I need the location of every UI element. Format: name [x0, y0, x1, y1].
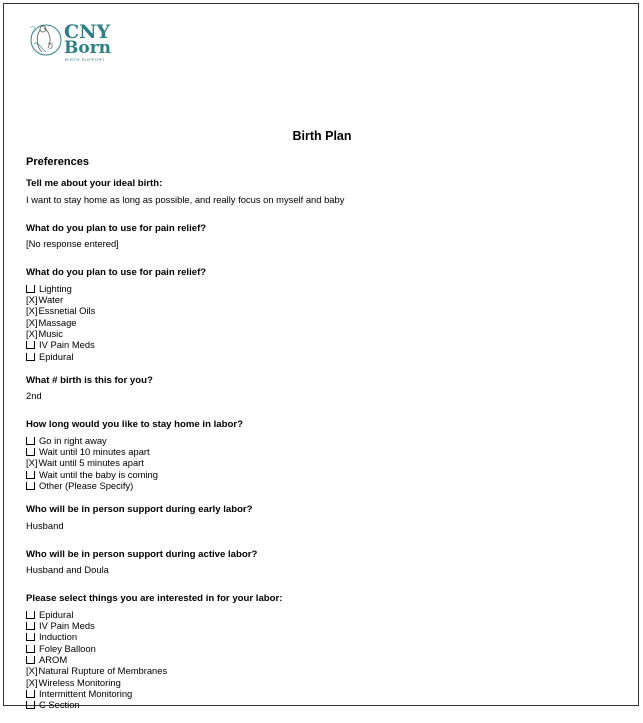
cny-born-logo: [26, 18, 121, 68]
question-label: What do you plan to use for pain relief?: [26, 222, 207, 234]
doula-illustration-icon: [26, 18, 66, 58]
unchecked-box-icon: [26, 437, 35, 445]
option-label: Induction: [39, 631, 78, 643]
option-item: [26, 457, 626, 468]
option-item: [26, 294, 626, 305]
option-label: Intermittent Monitoring: [39, 687, 133, 699]
option-label: Essnetial Oils: [38, 305, 96, 317]
option-item: [26, 654, 626, 665]
answer-text: Husband and Doula: [26, 564, 109, 576]
document-page: [3, 3, 639, 711]
unchecked-box-icon: [26, 482, 35, 490]
checked-box-icon: [X]: [26, 457, 38, 469]
unchecked-box-icon: [26, 656, 35, 664]
option-label: Massage: [38, 316, 77, 328]
checked-box-icon: [X]: [26, 327, 38, 339]
option-item: [26, 677, 626, 688]
option-label: Lighting: [39, 282, 72, 294]
checked-box-icon: [X]: [26, 294, 38, 306]
question-label: How long would you like to stay home in labor?: [26, 419, 243, 431]
logo-tagline: BIRTH SUPPORT: [65, 57, 106, 62]
option-label: AROM: [39, 653, 68, 665]
unchecked-box-icon: [26, 645, 35, 653]
option-item: [26, 609, 626, 620]
question-label: Tell me about your ideal birth:: [26, 178, 163, 190]
unchecked-box-icon: [26, 285, 35, 293]
option-list: [26, 609, 626, 711]
document-content: [26, 157, 626, 723]
option-item: [26, 446, 626, 457]
option-label: Go in right away: [39, 434, 107, 446]
option-item: [26, 699, 626, 710]
logo-line-2: Born: [64, 38, 112, 58]
checked-box-icon: [X]: [26, 316, 38, 328]
option-label: Music: [38, 327, 63, 339]
option-label: Wait until 10 minutes apart: [39, 446, 150, 458]
option-item: [26, 631, 626, 642]
unchecked-box-icon: [26, 471, 35, 479]
unchecked-box-icon: [26, 611, 35, 619]
answer-text: [No response entered]: [26, 238, 119, 250]
option-label: IV Pain Meds: [39, 339, 95, 351]
option-item: [26, 643, 626, 654]
option-label: IV Pain Meds: [39, 620, 95, 632]
option-label: Water: [38, 294, 64, 306]
option-item: [26, 339, 626, 350]
option-label: Foley Balloon: [39, 642, 96, 654]
logo-line-1: CNY: [64, 21, 111, 43]
option-item: [26, 688, 626, 699]
unchecked-box-icon: [26, 448, 35, 456]
option-item: [26, 665, 626, 676]
option-label: Epidural: [39, 608, 74, 620]
option-item: [26, 620, 626, 631]
unchecked-box-icon: [26, 690, 35, 698]
option-label: Wait until 5 minutes apart: [38, 457, 144, 469]
option-item: [26, 283, 626, 294]
question-label: What do you plan to use for pain relief?: [26, 267, 207, 279]
option-item: [26, 317, 626, 328]
option-list: [26, 435, 626, 491]
option-list: [26, 283, 626, 362]
question-label: What # birth is this for you?: [26, 374, 153, 386]
question-label: Who will be in person support during active labor?: [26, 548, 258, 560]
unchecked-box-icon: [26, 701, 35, 709]
option-label: Other (Please Specify): [39, 479, 134, 491]
option-label: Wireless Monitoring: [38, 676, 121, 688]
option-item: [26, 435, 626, 446]
checked-box-icon: [X]: [26, 305, 38, 317]
option-item: [26, 351, 626, 362]
answer-text: Husband: [26, 519, 64, 531]
option-label: C Section: [39, 699, 80, 711]
question-label: Please select things you are interested in for your labor:: [26, 593, 283, 605]
option-label: Wait until the baby is coming: [39, 468, 158, 480]
option-item: [26, 469, 626, 480]
option-label: Natural Rupture of Membranes: [38, 665, 168, 677]
answer-text: 2nd: [26, 390, 42, 402]
unchecked-box-icon: [26, 633, 35, 641]
unchecked-box-icon: [26, 341, 35, 349]
checked-box-icon: [X]: [26, 676, 38, 688]
unchecked-box-icon: [26, 622, 35, 630]
answer-text: I want to stay home as long as possible, and really focus on myself and baby: [26, 193, 345, 205]
section-heading: Preferences: [26, 156, 89, 168]
question-label: Who will be in person support during early labor?: [26, 504, 253, 516]
unchecked-box-icon: [26, 353, 35, 361]
option-item: [26, 480, 626, 491]
option-label: Epidural: [39, 350, 74, 362]
option-item: [26, 305, 626, 316]
checked-box-icon: [X]: [26, 665, 38, 677]
document-title: Birth Plan: [292, 129, 352, 143]
option-item: [26, 328, 626, 339]
